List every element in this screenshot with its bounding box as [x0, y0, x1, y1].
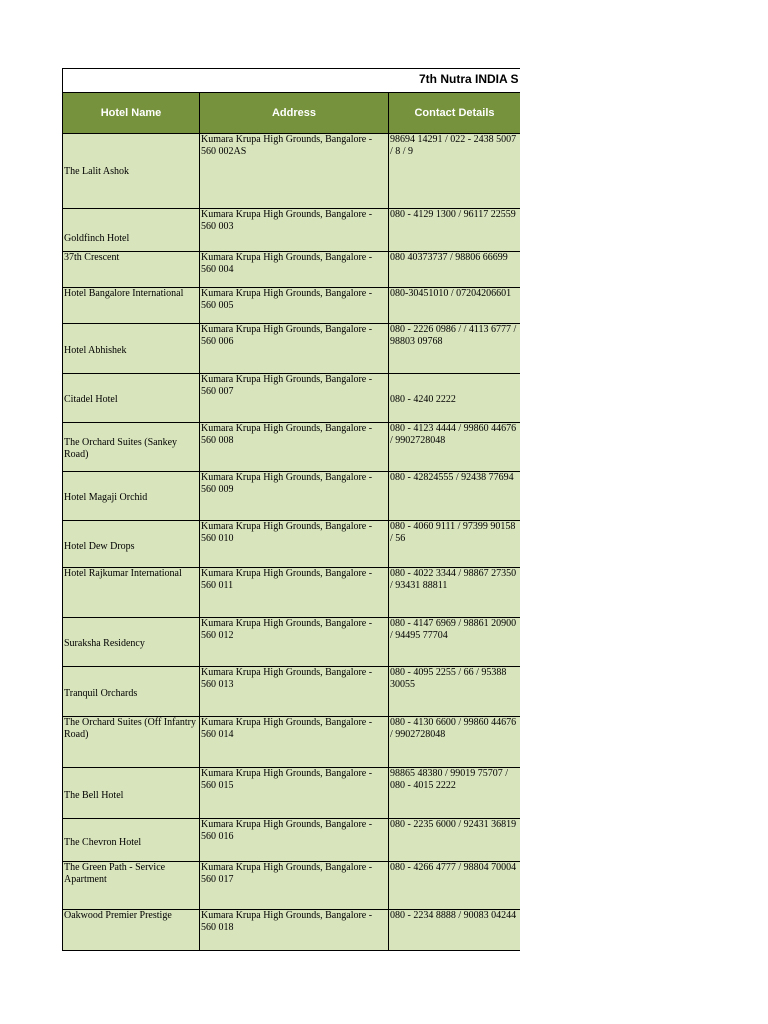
hotel-name-cell: Hotel Dew Drops — [63, 521, 200, 568]
contact-cell: 080 - 2235 6000 / 92431 36819 — [389, 819, 521, 862]
hotel-name-cell: The Bell Hotel — [63, 768, 200, 819]
contact-cell: 98694 14291 / 022 - 2438 5007 / 8 / 9 — [389, 134, 521, 209]
table-row — [63, 618, 521, 667]
table-row — [63, 521, 521, 568]
contact-cell: 080 - 2226 0986 / / 4113 6777 / 98803 09768 — [389, 324, 521, 374]
table-row — [63, 252, 521, 288]
table-row — [63, 910, 521, 951]
contact-cell: 080 - 4130 6600 / 99860 44676 / 9902728048 — [389, 717, 521, 768]
hotel-name-cell: Hotel Rajkumar International — [63, 568, 200, 618]
address-cell: Kumara Krupa High Grounds, Bangalore - 560 002AS — [200, 134, 389, 209]
address-cell: Kumara Krupa High Grounds, Bangalore - 560 003 — [200, 209, 389, 252]
hotel-name-cell: The Green Path - Service Apartment — [63, 862, 200, 910]
table-row — [63, 819, 521, 862]
hotel-name-cell: Hotel Abhishek — [63, 324, 200, 374]
address-cell: Kumara Krupa High Grounds, Bangalore - 560 009 — [200, 472, 389, 521]
table-row — [63, 768, 521, 819]
contact-cell: 080 - 4022 3344 / 98867 27350 / 93431 88811 — [389, 568, 521, 618]
address-cell: Kumara Krupa High Grounds, Bangalore - 560 011 — [200, 568, 389, 618]
contact-cell: 080 - 4147 6969 / 98861 20900 / 94495 77704 — [389, 618, 521, 667]
table-row — [63, 423, 521, 472]
hotel-name-cell: The Chevron Hotel — [63, 819, 200, 862]
table-row — [63, 862, 521, 910]
address-cell: Kumara Krupa High Grounds, Bangalore - 560 014 — [200, 717, 389, 768]
address-cell: Kumara Krupa High Grounds, Bangalore - 560 017 — [200, 862, 389, 910]
address-cell: Kumara Krupa High Grounds, Bangalore - 560 008 — [200, 423, 389, 472]
table-row — [63, 472, 521, 521]
hotel-table — [62, 92, 520, 951]
address-cell: Kumara Krupa High Grounds, Bangalore - 560 006 — [200, 324, 389, 374]
hotel-name-cell: Tranquil Orchards — [63, 667, 200, 717]
address-cell: Kumara Krupa High Grounds, Bangalore - 560 015 — [200, 768, 389, 819]
contact-cell: 080 - 4095 2255 / 66 / 95388 30055 — [389, 667, 521, 717]
table-row — [63, 717, 521, 768]
table-row — [63, 134, 521, 209]
contact-cell: 98865 48380 / 99019 75707 / 080 - 4015 2222 — [389, 768, 521, 819]
address-cell: Kumara Krupa High Grounds, Bangalore - 560 013 — [200, 667, 389, 717]
address-cell: Kumara Krupa High Grounds, Bangalore - 560 007 — [200, 374, 389, 423]
sheet-title-row — [62, 68, 520, 92]
hotel-name-cell: Citadel Hotel — [63, 374, 200, 423]
hotel-name-cell: Hotel Bangalore International — [63, 288, 200, 324]
address-cell: Kumara Krupa High Grounds, Bangalore - 560 010 — [200, 521, 389, 568]
table-row — [63, 667, 521, 717]
contact-cell: 080 - 4240 2222 — [389, 374, 521, 423]
column-header-contact-details: Contact Details — [389, 93, 521, 134]
hotel-name-cell: Oakwood Premier Prestige — [63, 910, 200, 951]
header-row — [63, 93, 521, 134]
contact-cell: 080-30451010 / 07204206601 — [389, 288, 521, 324]
table-row — [63, 209, 521, 252]
column-header-hotel-name: Hotel Name — [63, 93, 200, 134]
address-cell: Kumara Krupa High Grounds, Bangalore - 560 016 — [200, 819, 389, 862]
table-row — [63, 568, 521, 618]
hotel-name-cell: The Orchard Suites (Off Infantry Road) — [63, 717, 200, 768]
hotel-name-cell: Suraksha Residency — [63, 618, 200, 667]
address-cell: Kumara Krupa High Grounds, Bangalore - 560 012 — [200, 618, 389, 667]
contact-cell: 080 40373737 / 98806 66699 — [389, 252, 521, 288]
column-header-address: Address — [200, 93, 389, 134]
address-cell: Kumara Krupa High Grounds, Bangalore - 560 005 — [200, 288, 389, 324]
table-row — [63, 324, 521, 374]
contact-cell: 080 - 42824555 / 92438 77694 — [389, 472, 521, 521]
table-row — [63, 374, 521, 423]
contact-cell: 080 - 4266 4777 / 98804 70004 — [389, 862, 521, 910]
hotel-name-cell: The Lalit Ashok — [63, 134, 200, 209]
contact-cell: 080 - 4060 9111 / 97399 90158 / 56 — [389, 521, 521, 568]
address-cell: Kumara Krupa High Grounds, Bangalore - 560 018 — [200, 910, 389, 951]
contact-cell: 080 - 4123 4444 / 99860 44676 / 9902728048 — [389, 423, 521, 472]
hotel-name-cell: The Orchard Suites (Sankey Road) — [63, 423, 200, 472]
contact-cell: 080 - 2234 8888 / 90083 04244 — [389, 910, 521, 951]
hotel-name-cell: Hotel Magaji Orchid — [63, 472, 200, 521]
address-cell: Kumara Krupa High Grounds, Bangalore - 560 004 — [200, 252, 389, 288]
hotel-name-cell: 37th Crescent — [63, 252, 200, 288]
sheet-title: 7th Nutra INDIA S — [419, 72, 519, 86]
hotel-sheet — [62, 68, 520, 951]
table-row — [63, 288, 521, 324]
hotel-name-cell: Goldfinch Hotel — [63, 209, 200, 252]
contact-cell: 080 - 4129 1300 / 96117 22559 — [389, 209, 521, 252]
